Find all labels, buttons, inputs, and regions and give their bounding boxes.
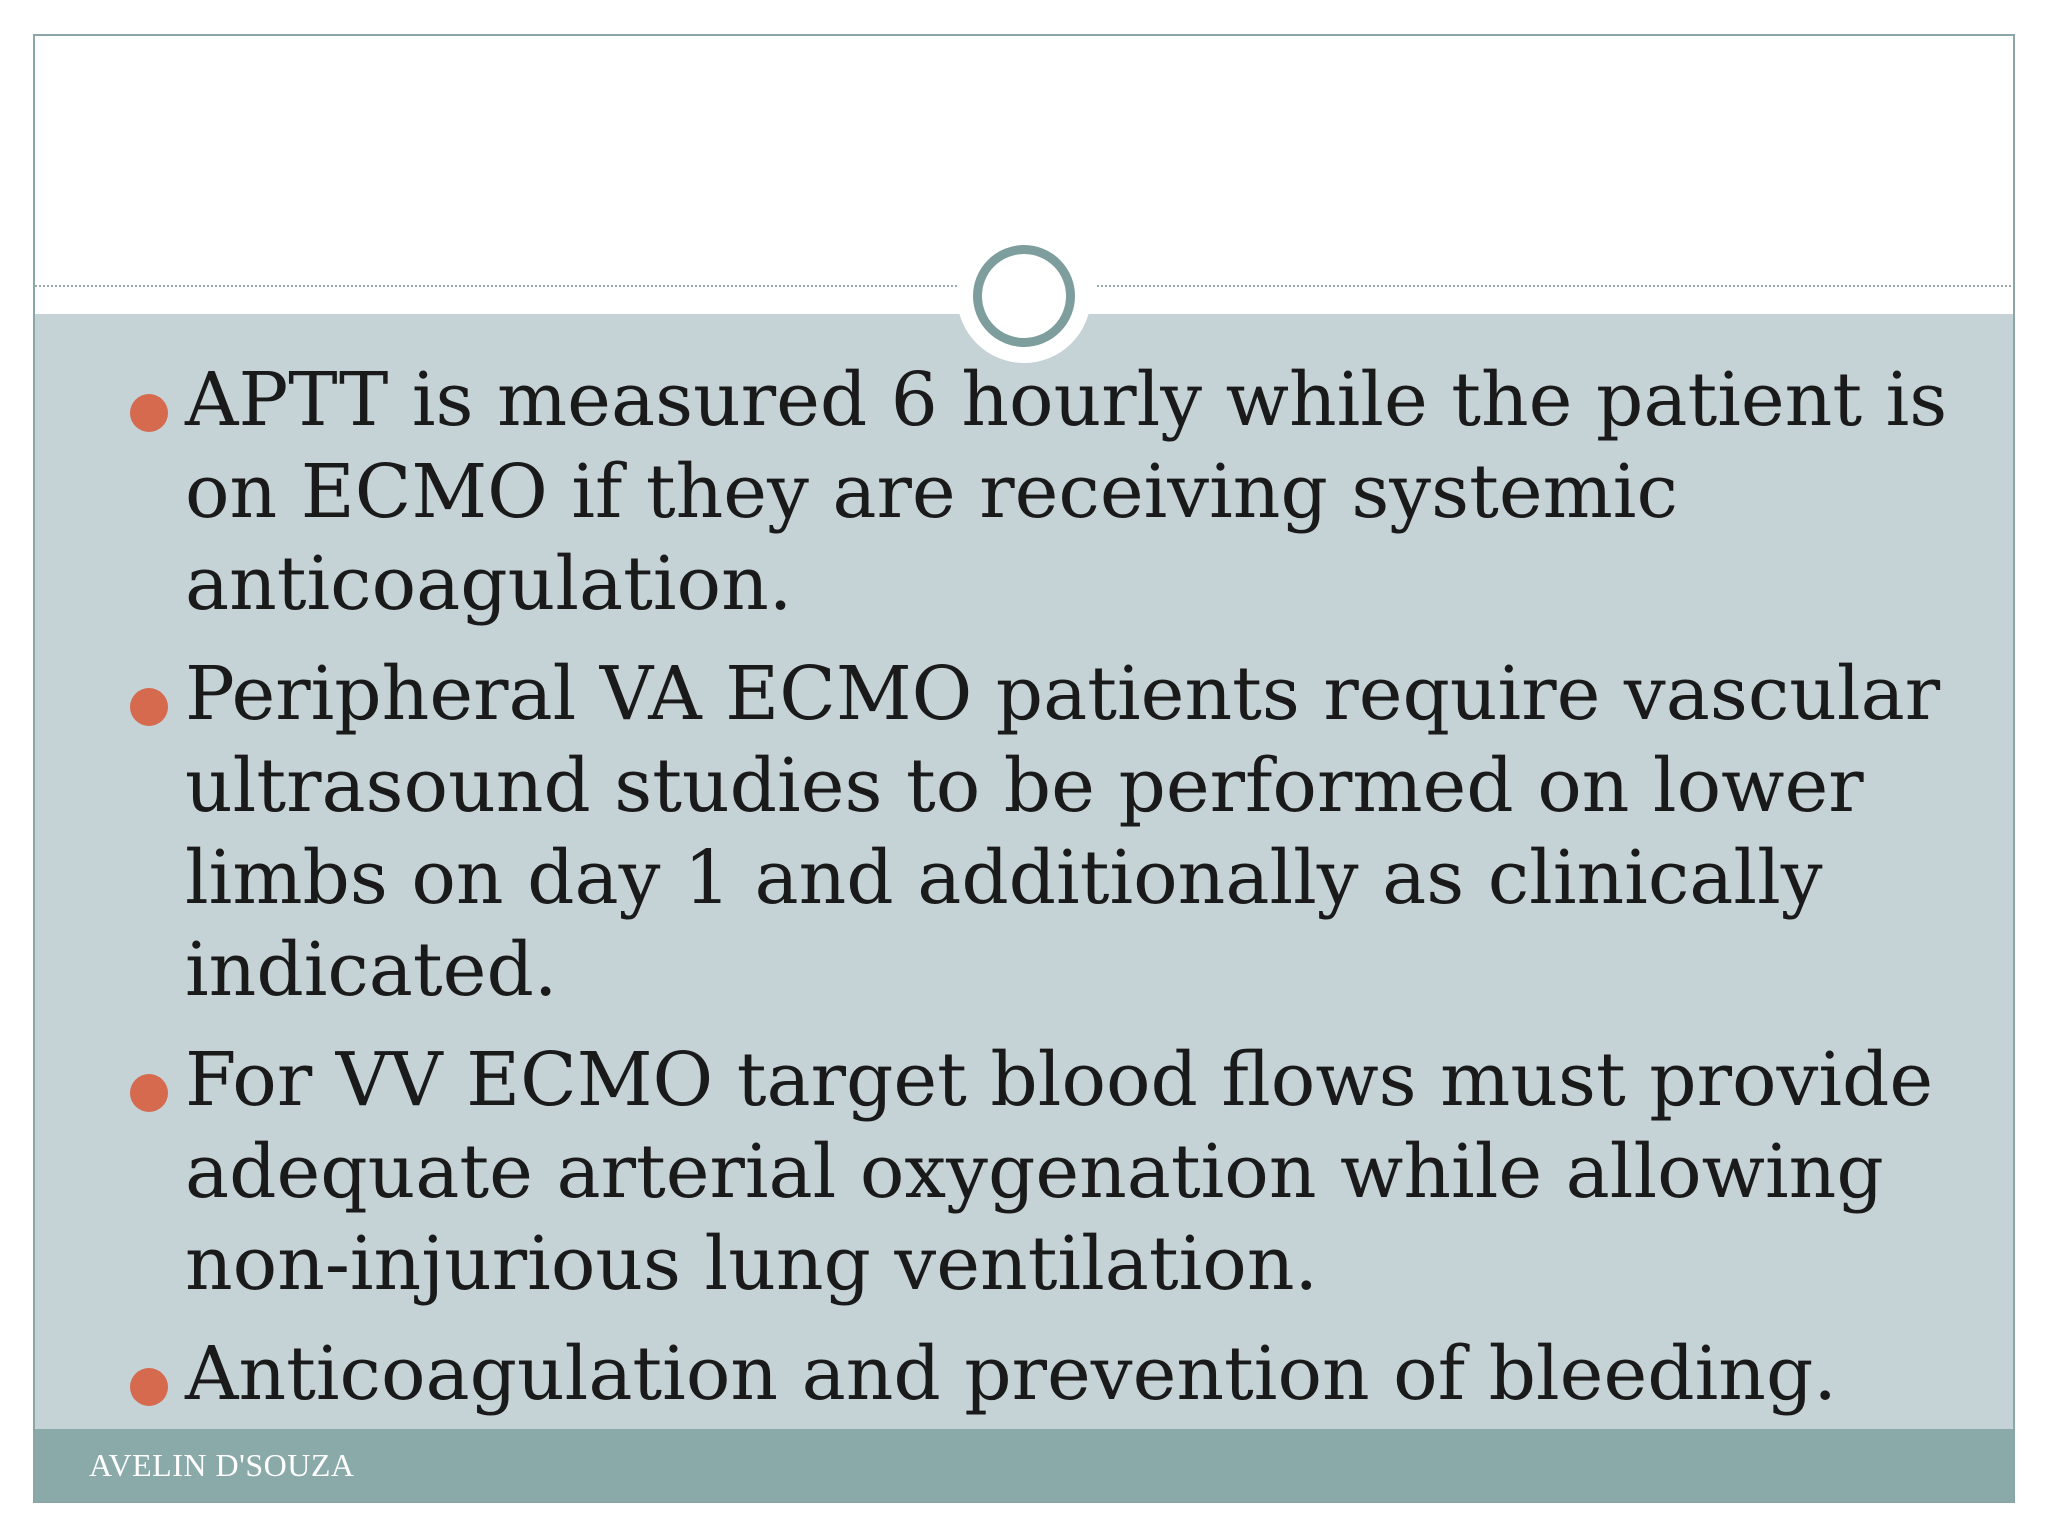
bullet-item [95, 1328, 1995, 1420]
ring-ornament-icon [973, 245, 1075, 347]
bullet-dot-icon [130, 1368, 168, 1406]
header-divider-left [35, 285, 957, 287]
bullet-dot-icon [130, 394, 168, 432]
footer-band [35, 1429, 2013, 1501]
bullet-text: APTT is measured 6 hourly while the patient is on ECMO if they are receiving systemic anticoagulation. [185, 357, 1948, 627]
bullet-dot-icon [130, 1074, 168, 1112]
footer-author: AVELIN D'SOUZA [89, 1447, 355, 1483]
bullet-list [95, 354, 1995, 1438]
bullet-item [95, 1034, 1995, 1310]
bullet-item [95, 648, 1995, 1016]
bullet-text: Peripheral VA ECMO patients require vascular ultrasound studies to be performed on lower limbs on day 1 and additionally as clinically indicated. [185, 651, 1941, 1013]
bullet-text: For VV ECMO target blood flows must provide adequate arterial oxygenation while allowing non-injurious lung ventilation. [185, 1037, 1934, 1307]
bullet-item [95, 354, 1995, 630]
slide [33, 34, 2015, 1503]
bullet-dot-icon [130, 688, 168, 726]
bullet-text: Anticoagulation and prevention of bleeding. [185, 1331, 1837, 1417]
header-divider-right [1097, 285, 2015, 287]
